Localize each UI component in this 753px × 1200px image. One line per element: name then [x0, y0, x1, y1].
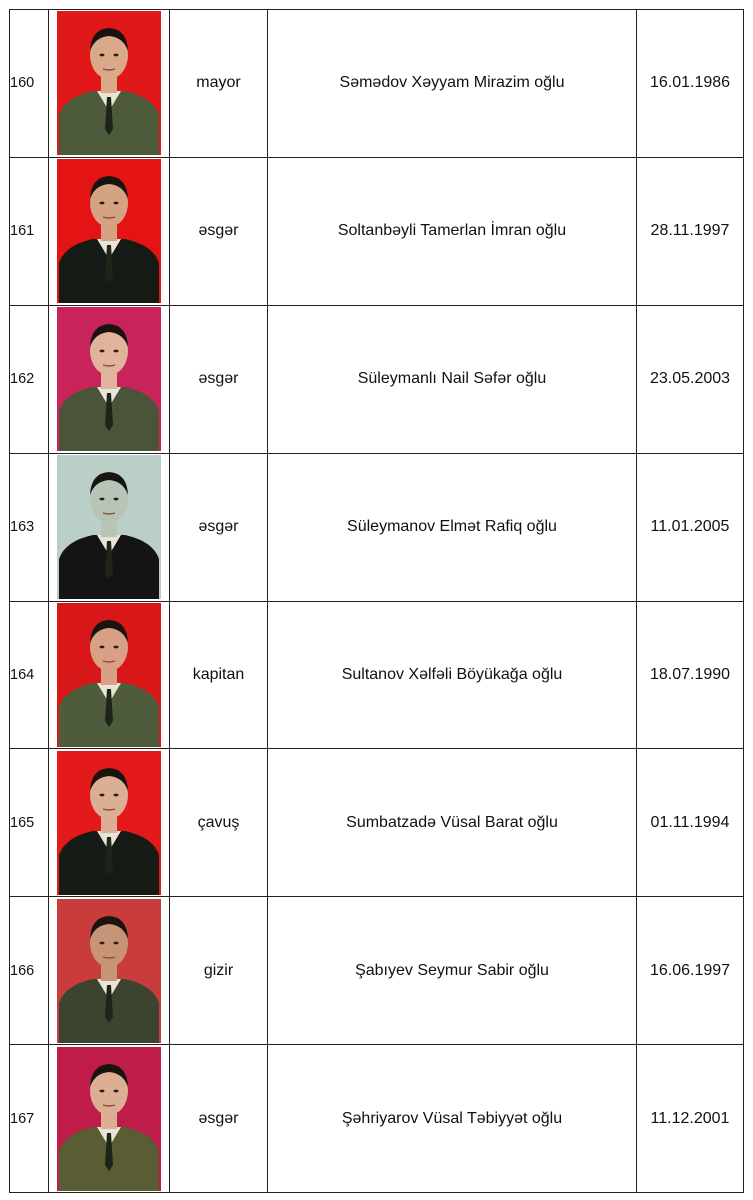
- full-name: Süleymanlı Nail Səfər oğlu: [268, 305, 637, 453]
- portrait-cell: [49, 897, 170, 1045]
- birth-date: 16.01.1986: [637, 10, 744, 158]
- portrait-photo: [57, 1047, 161, 1191]
- portrait-photo: [57, 307, 161, 451]
- full-name: Sumbatzadə Vüsal Barat oğlu: [268, 749, 637, 897]
- portrait-photo: [57, 159, 161, 303]
- rank: mayor: [170, 10, 268, 158]
- portrait-cell: [49, 601, 170, 749]
- portrait-photo: [57, 603, 161, 747]
- rank: kapitan: [170, 601, 268, 749]
- birth-date: 28.11.1997: [637, 157, 744, 305]
- table-row: [10, 305, 744, 453]
- roster-table: [9, 9, 744, 1193]
- rank: əsgər: [170, 1045, 268, 1193]
- birth-date: 16.06.1997: [637, 897, 744, 1045]
- table-row: [10, 749, 744, 897]
- portrait-cell: [49, 305, 170, 453]
- table-row: [10, 157, 744, 305]
- full-name: Süleymanov Elmət Rafiq oğlu: [268, 453, 637, 601]
- row-number: 166: [10, 897, 49, 1045]
- full-name: Şabıyev Seymur Sabir oğlu: [268, 897, 637, 1045]
- portrait-photo: [57, 751, 161, 895]
- row-number: 167: [10, 1045, 49, 1193]
- portrait-photo: [57, 455, 161, 599]
- row-number: 162: [10, 305, 49, 453]
- row-number: 163: [10, 453, 49, 601]
- roster-body: [10, 10, 744, 1193]
- birth-date: 18.07.1990: [637, 601, 744, 749]
- birth-date: 01.11.1994: [637, 749, 744, 897]
- portrait-photo: [57, 899, 161, 1043]
- portrait-photo: [57, 11, 161, 155]
- portrait-cell: [49, 10, 170, 158]
- birth-date: 11.12.2001: [637, 1045, 744, 1193]
- rank: əsgər: [170, 305, 268, 453]
- birth-date: 11.01.2005: [637, 453, 744, 601]
- table-row: [10, 1045, 744, 1193]
- portrait-cell: [49, 157, 170, 305]
- rank: gizir: [170, 897, 268, 1045]
- portrait-cell: [49, 453, 170, 601]
- table-row: [10, 453, 744, 601]
- row-number: 161: [10, 157, 49, 305]
- rank: çavuş: [170, 749, 268, 897]
- table-row: [10, 10, 744, 158]
- full-name: Şəhriyarov Vüsal Təbiyyət oğlu: [268, 1045, 637, 1193]
- rank: əsgər: [170, 453, 268, 601]
- portrait-cell: [49, 1045, 170, 1193]
- row-number: 164: [10, 601, 49, 749]
- table-row: [10, 897, 744, 1045]
- full-name: Soltanbəyli Tamerlan İmran oğlu: [268, 157, 637, 305]
- full-name: Sultanov Xəlfəli Böyükağa oğlu: [268, 601, 637, 749]
- row-number: 165: [10, 749, 49, 897]
- birth-date: 23.05.2003: [637, 305, 744, 453]
- rank: əsgər: [170, 157, 268, 305]
- full-name: Səmədov Xəyyam Mirazim oğlu: [268, 10, 637, 158]
- portrait-cell: [49, 749, 170, 897]
- row-number: 160: [10, 10, 49, 158]
- table-row: [10, 601, 744, 749]
